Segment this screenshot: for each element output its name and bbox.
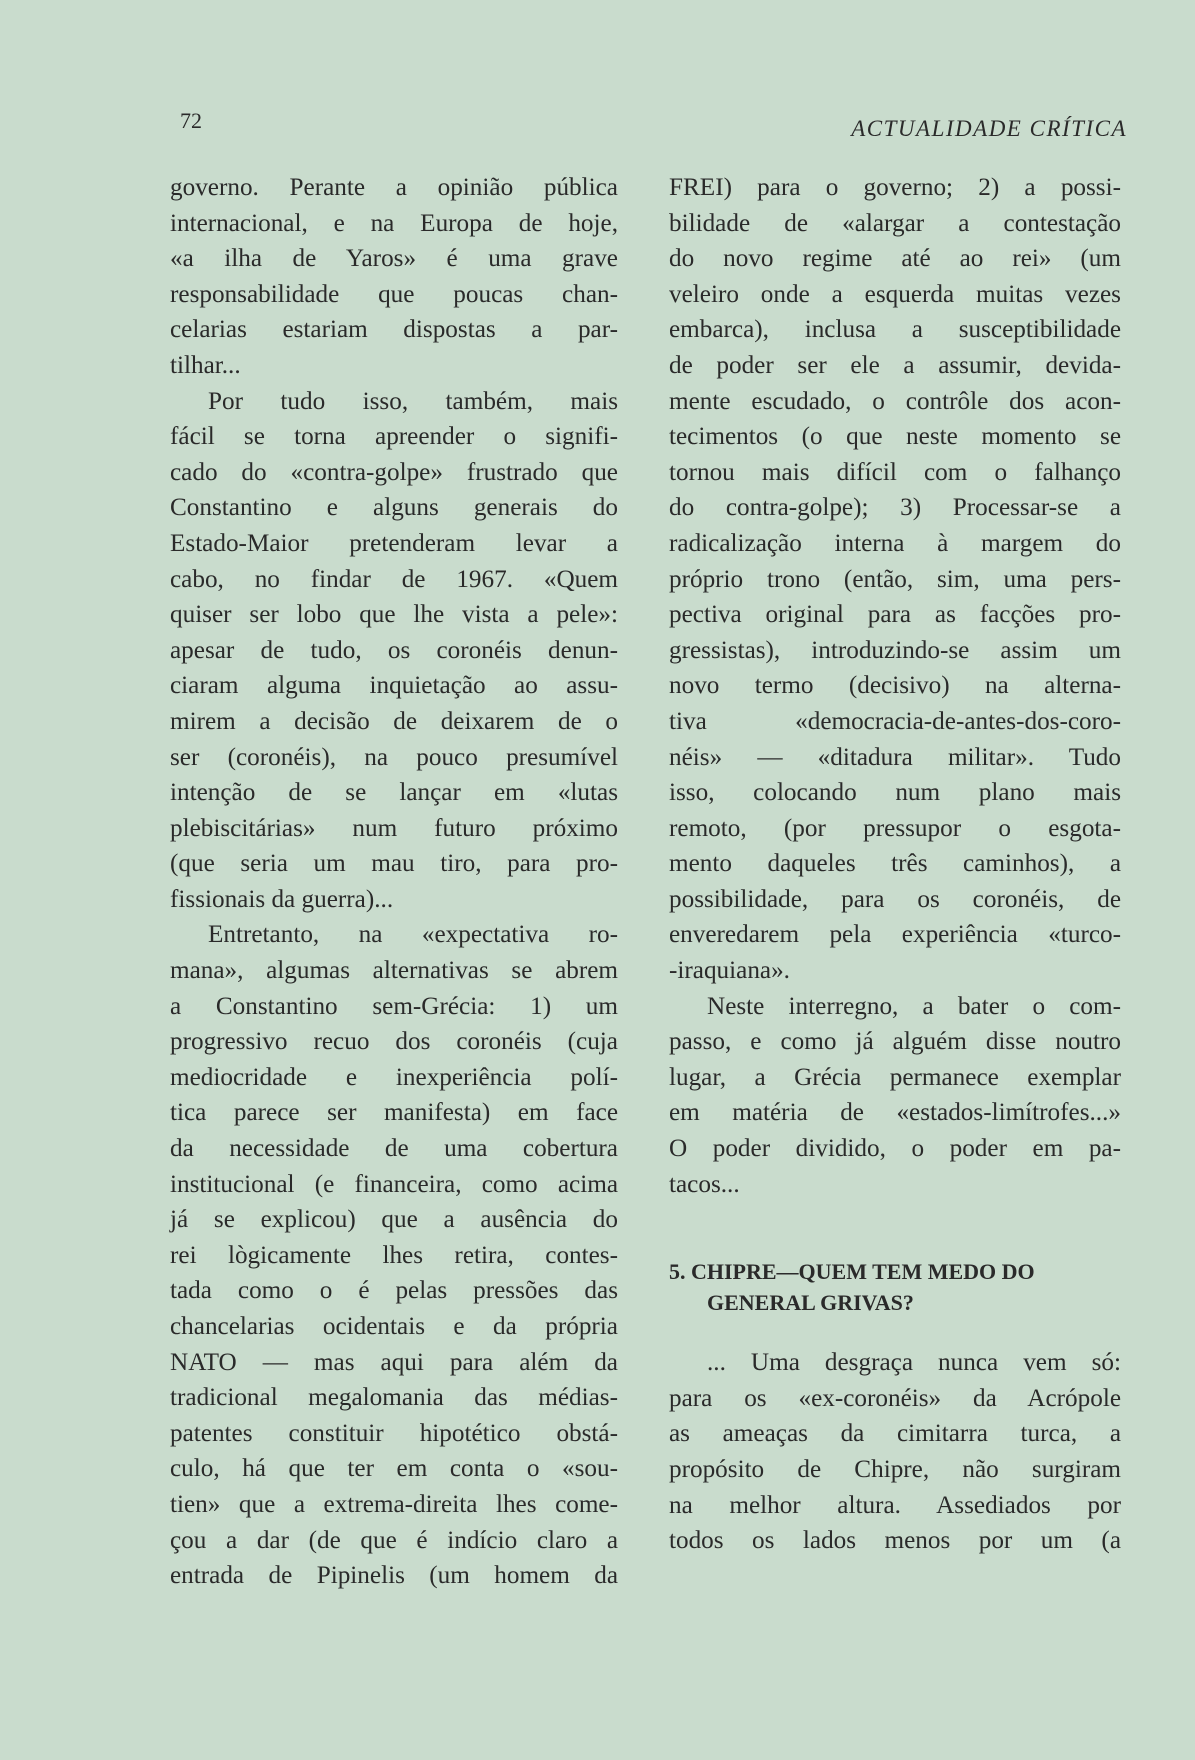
text-line: Neste interregno, a bater o com-: [707, 992, 1121, 1020]
text-line: lugar, a Grécia permanece exemplar: [669, 1063, 1121, 1091]
text-line: ser (coronéis), na pouco presumível: [170, 743, 618, 771]
text-line: na melhor altura. Assediados por: [669, 1491, 1121, 1519]
text-line: enveredarem pela experiência «turco-: [669, 921, 1121, 949]
section-heading-line1: 5. CHIPRE—QUEM TEM MEDO DO: [669, 1259, 1035, 1285]
text-line: Por tudo isso, também, mais: [208, 387, 618, 415]
text-line: tornou mais difícil com o falhanço: [669, 458, 1121, 486]
text-line: entrada de Pipinelis (um homem da: [170, 1562, 618, 1590]
running-head: ACTUALIDADE CRÍTICA: [851, 116, 1127, 141]
text-line: isso, colocando num plano mais: [669, 779, 1121, 807]
text-line: próprio trono (então, sim, uma pers-: [669, 565, 1121, 593]
text-line: néis» — «ditadura militar». Tudo: [669, 743, 1121, 771]
text-line: internacional, e na Europa de hoje,: [170, 209, 618, 237]
text-line: Estado-Maior pretenderam levar a: [170, 529, 618, 557]
text-line: tecimentos (o que neste momento se: [669, 423, 1121, 451]
left-column: [170, 170, 618, 1594]
text-line: NATO — mas aqui para além da: [170, 1348, 618, 1376]
text-line: ... Uma desgraça nunca vem só:: [707, 1349, 1121, 1377]
page-number: 72: [180, 108, 202, 133]
text-line: as ameaças da cimitarra turca, a: [669, 1420, 1121, 1448]
right-column-text: [669, 170, 1121, 1202]
text-line: -iraquiana».: [669, 957, 790, 985]
text-line: de poder ser ele a assumir, devida-: [669, 351, 1121, 379]
text-line: embarca), inclusa a susceptibilidade: [669, 316, 1121, 344]
text-line: veleiro onde a esquerda muitas vezes: [669, 280, 1121, 308]
text-line: progressivo recuo dos coronéis (cuja: [170, 1028, 618, 1056]
text-line: tacos...: [669, 1170, 740, 1198]
text-line: propósito de Chipre, não surgiram: [669, 1456, 1121, 1483]
text-line: Entretanto, na «expectativa ro-: [208, 921, 618, 949]
text-line: bilidade de «alargar a contestação: [669, 209, 1121, 237]
section-heading-line2: GENERAL GRIVAS?: [707, 1290, 914, 1316]
text-line: celarias estariam dispostas a par-: [170, 316, 618, 344]
text-line: fácil se torna apreender o signifi-: [170, 423, 618, 451]
text-line: possibilidade, para os coronéis, de: [669, 885, 1121, 913]
text-line: remoto, (por pressupor o esgota-: [669, 814, 1121, 842]
text-line: (que seria um mau tiro, para pro-: [170, 850, 618, 878]
text-line: quiser ser lobo que lhe vista a pele»:: [170, 601, 618, 629]
text-line: governo. Perante a opinião pública: [170, 174, 618, 201]
text-line: tada como o é pelas pressões das: [170, 1277, 618, 1305]
text-line: O poder dividido, o poder em pa-: [669, 1135, 1121, 1163]
text-line: FREI) para o governo; 2) a possi-: [669, 174, 1121, 201]
text-line: do novo regime até ao rei» (um: [669, 245, 1121, 273]
text-line: «a ilha de Yaros» é uma grave: [170, 245, 618, 273]
text-line: culo, há que ter em conta o «sou-: [170, 1455, 618, 1483]
text-line: da necessidade de uma cobertura: [170, 1135, 618, 1163]
text-line: passo, e como já alguém disse noutro: [669, 1028, 1121, 1056]
text-line: radicalização interna à margem do: [669, 529, 1121, 557]
text-line: cado do «contra-golpe» frustrado que: [170, 458, 618, 486]
text-line: todos os lados menos por um (a: [669, 1527, 1121, 1555]
text-line: tiva «democracia-de-antes-dos-coro-: [669, 707, 1121, 735]
text-line: tradicional megalomania das médias-: [170, 1384, 618, 1412]
text-line: Constantino e alguns generais do: [170, 494, 618, 522]
text-line: plebiscitárias» num futuro próximo: [170, 814, 618, 842]
text-line: tilhar...: [170, 351, 241, 379]
section-text: [669, 1345, 1121, 1559]
text-line: mana», algumas alternativas se abrem: [170, 957, 618, 985]
text-line: patentes constituir hipotético obstá-: [170, 1419, 618, 1447]
text-line: fissionais da guerra)...: [170, 885, 394, 913]
text-line: em matéria de «estados-limítrofes...»: [669, 1099, 1121, 1127]
text-line: responsabilidade que poucas chan-: [170, 280, 618, 308]
text-line: çou a dar (de que é indício claro a: [170, 1526, 618, 1554]
text-line: ciaram alguma inquietação ao assu-: [170, 672, 618, 700]
text-line: pectiva original para as facções pro-: [669, 601, 1121, 629]
text-line: do contra-golpe); 3) Processar-se a: [669, 494, 1121, 522]
text-line: mente escudado, o contrôle dos acon-: [669, 387, 1121, 415]
text-line: intenção de se lançar em «lutas: [170, 779, 618, 807]
section-heading: [669, 1256, 1121, 1318]
text-line: tica parece ser manifesta) em face: [170, 1099, 618, 1127]
text-line: rei lògicamente lhes retira, contes-: [170, 1241, 618, 1269]
text-line: institucional (e financeira, como acima: [170, 1170, 618, 1198]
text-line: mirem a decisão de deixarem de o: [170, 707, 618, 735]
text-line: para os «ex-coronéis» da Acrópole: [669, 1384, 1121, 1412]
text-line: cabo, no findar de 1967. «Quem: [170, 565, 618, 593]
text-line: novo termo (decisivo) na alterna-: [669, 672, 1121, 700]
text-line: apesar de tudo, os coronéis denun-: [170, 636, 618, 664]
text-line: tien» que a extrema-direita lhes come-: [170, 1490, 618, 1518]
text-line: a Constantino sem-Grécia: 1) um: [170, 992, 618, 1020]
text-line: já se explicou) que a ausência do: [170, 1206, 618, 1234]
text-line: mediocridade e inexperiência polí-: [170, 1063, 618, 1091]
text-line: chancelarias ocidentais e da própria: [170, 1313, 618, 1340]
text-line: gressistas), introduzindo-se assim um: [669, 636, 1121, 664]
text-line: mento daqueles três caminhos), a: [669, 850, 1121, 878]
right-column: [669, 170, 1121, 1559]
